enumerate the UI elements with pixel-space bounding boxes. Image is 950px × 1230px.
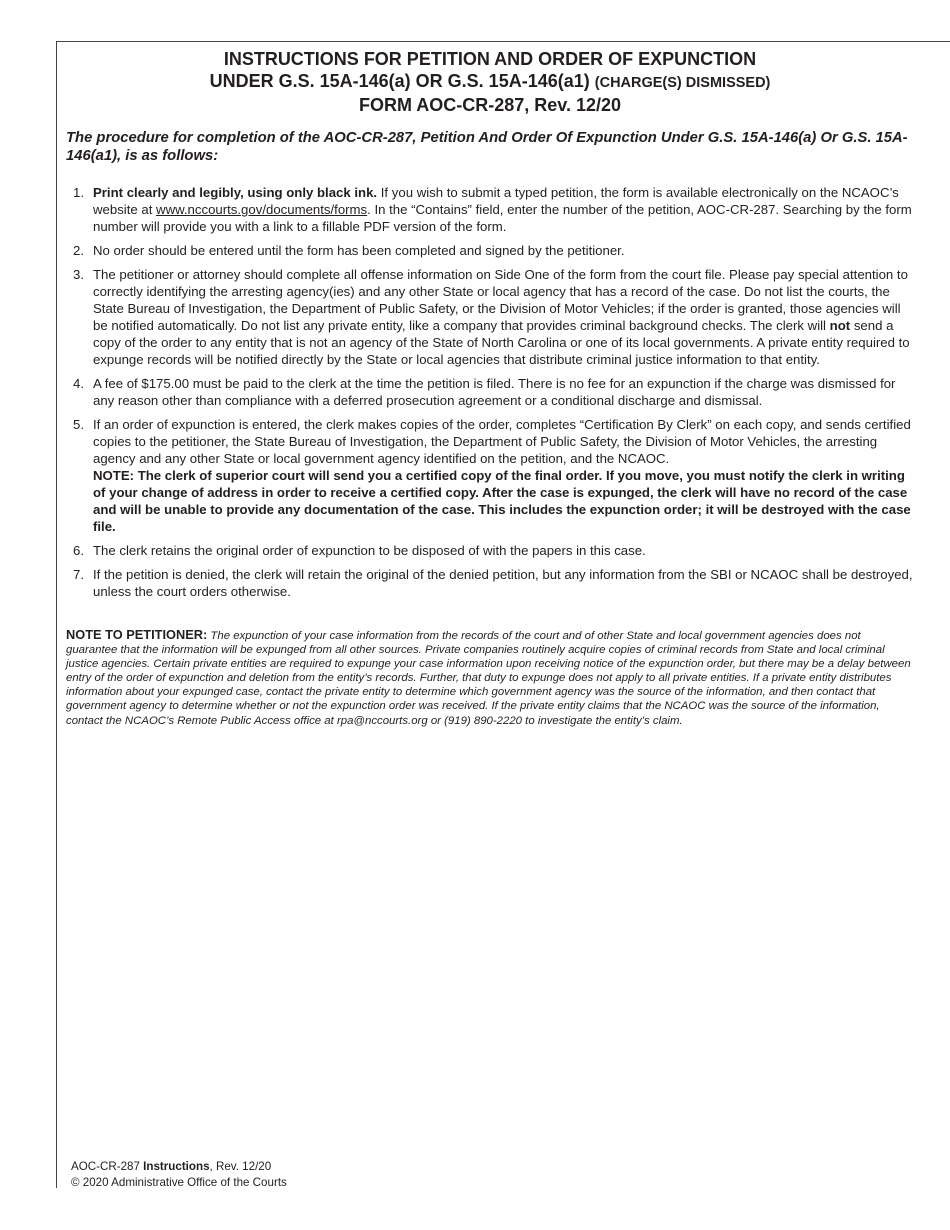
list-item xyxy=(66,416,918,535)
footer-copyright: © 2020 Administrative Office of the Courts xyxy=(71,1175,287,1189)
top-border-rule xyxy=(56,41,950,42)
left-border-rule xyxy=(56,41,57,1188)
list-item xyxy=(66,375,918,409)
footer-form-line xyxy=(71,1159,287,1175)
title-line-1: INSTRUCTIONS FOR PETITION AND ORDER OF EXPUNCTION xyxy=(223,49,757,69)
title-line-2 xyxy=(66,70,914,94)
item-text: If an order of expunction is entered, the clerk makes copies of the order, completes “Certification By Clerk” on each copy, and sends certified copies to the petitioner, the State Bureau of Investigation, the Department of Public Safety, the Division of Motor Vehicles, the arresting agency and any other State or local government agency identified on the petition, and the NCAOC. xyxy=(93,417,911,466)
note-body: The expunction of your case information from the records of the court and of other State and local government agencies does not guarantee that the information will be expunged from all other sources. Private companies routinely acquire copies of criminal records from State and local criminal justice agencies. Certain private entities are required to expunge your case information upon receiving notice of the expunction order, but there may be a delay between entry of the order of expunction and deletion from the entity’s records. Further, that duty to expunge does not apply to all private entities. If a private entity distributes information about your expunged case, contact the private entity to determine which government agency was the source of the information, and then contact that government agency to determine whether or not the expunction order was received. If the private entity claims that the NCAOC was the source of the information, contact the NCAOC’s Remote Public Access office at rpa@nccourts.org or (919) 890-2220 to investigate the entity’s claim. xyxy=(66,630,911,727)
title-line-3: FORM AOC-CR-287, Rev. 12/20 xyxy=(358,95,622,115)
page-footer xyxy=(71,1159,287,1190)
item-text: The clerk retains the original order of expunction to be disposed of with the papers in this case. xyxy=(93,543,646,558)
note-to-petitioner xyxy=(66,628,914,728)
forms-website-link[interactable]: www.nccourts.gov/documents/forms xyxy=(156,202,368,217)
item-number: 1. xyxy=(73,185,84,200)
item-text: The petitioner or attorney should complete all offense information on Side One of the form from the court file. Please pay special attention to correctly identifying the arresting agency(ies) and any other State or local agency that has a record of the case. Do not list the courts, the State Bureau of Investigation, the Department of Public Safety, or the Division of Motor Vehicles; if the order is granted, those agencies will be notified automatically. Do not list any private entity, like a company that provides criminal background checks. The clerk will xyxy=(93,267,908,333)
title-line-2-small: (CHARGE(S) DISMISSED) xyxy=(594,75,771,91)
title-line-2-main: UNDER G.S. 15A-146(a) OR G.S. 15A-146(a1) xyxy=(209,71,590,91)
list-item xyxy=(66,566,918,600)
footer-form-rev: , Rev. 12/20 xyxy=(209,1160,272,1173)
instruction-list xyxy=(66,184,918,607)
item-number: 3. xyxy=(73,267,84,282)
item-text: If you wish to submit a typed petition, the form is available electronically on the NCAOC’s website at xyxy=(93,185,899,217)
footer-form-bold: Instructions xyxy=(143,1160,210,1173)
clerk-note: NOTE: The clerk of superior court will send you a certified copy of the final order. If you move, you must notify the clerk in writing of your change of address in order to receive a certified copy. After the case is expunged, the clerk will have no record of the case and will be unable to provide any documentation of the case. This includes the expunction order; it will be destroyed with the case file. xyxy=(93,468,911,534)
list-item xyxy=(66,184,918,235)
item-text: . In the “Contains” field, enter the number of the petition, AOC-CR-287. Searching by the form number will provide you with a link to a fillable PDF version of the form. xyxy=(93,202,912,234)
item-number: 7. xyxy=(73,567,84,582)
item-number: 2. xyxy=(73,243,84,258)
item-number: 5. xyxy=(73,417,84,432)
page-title xyxy=(66,48,914,116)
item-bold-lead: Print clearly and legibly, using only black ink. xyxy=(93,185,378,200)
item-bold-word: not xyxy=(829,318,851,333)
item-text: No order should be entered until the form has been completed and signed by the petitioner. xyxy=(93,243,625,258)
item-text: If the petition is denied, the clerk will retain the original of the denied petition, but any information from the SBI or NCAOC shall be destroyed, unless the court orders otherwise. xyxy=(93,567,913,599)
intro-paragraph: The procedure for completion of the AOC-CR-287, Petition And Order Of Expunction Under G.S. 15A-146(a) Or G.S. 15A-146(a1), is as follows: xyxy=(66,130,908,164)
item-text: send a copy of the order to any entity that is not an agency of the State of North Carolina or one of its local governments. A private entity required to expunge records will be notified directly by the State or local agencies that distribute criminal justice information to that entity. xyxy=(93,318,910,367)
note-lead: NOTE TO PETITIONER: xyxy=(66,627,208,642)
list-item xyxy=(66,266,918,368)
item-number: 6. xyxy=(73,543,84,558)
list-item xyxy=(66,242,918,259)
footer-form-id: AOC-CR-287 xyxy=(71,1160,140,1173)
item-number: 4. xyxy=(73,376,84,391)
item-text: A fee of $175.00 must be paid to the clerk at the time the petition is filed. There is no fee for an expunction if the charge was dismissed for any reason other than compliance with a deferred prosecution agreement or a conditional discharge and dismissal. xyxy=(93,376,896,408)
list-item xyxy=(66,542,918,559)
